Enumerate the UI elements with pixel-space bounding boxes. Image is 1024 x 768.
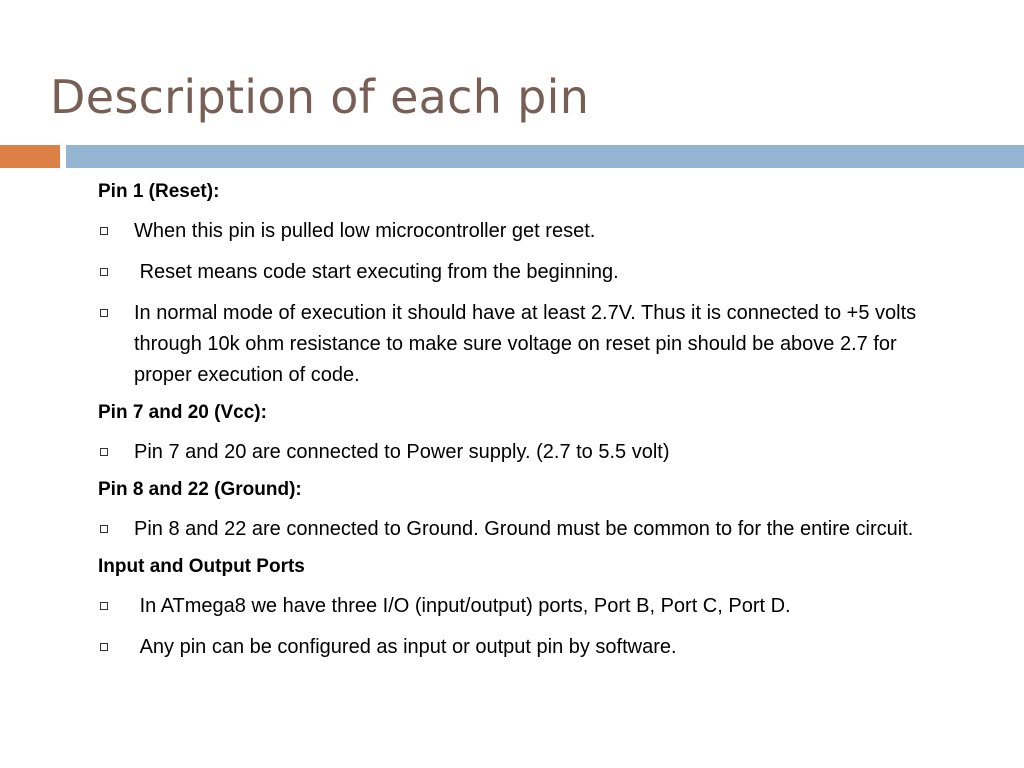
bullet-item (98, 591, 958, 622)
square-bullet-icon (100, 602, 108, 610)
bullet-item (98, 437, 958, 468)
section-heading-io-ports: Input and Output Ports (98, 556, 305, 577)
square-bullet-icon (100, 309, 108, 317)
accent-bar-blue (66, 145, 1024, 168)
bullet-item (98, 216, 958, 247)
bullet-text: Pin 8 and 22 are connected to Ground. Ground must be common to for the entire circuit. (134, 518, 914, 540)
bullet-item (98, 514, 958, 545)
accent-bar-orange (0, 145, 60, 168)
square-bullet-icon (100, 227, 108, 235)
bullet-text: When this pin is pulled low microcontroller get reset. (134, 220, 596, 242)
section-heading-ground: Pin 8 and 22 (Ground): (98, 479, 302, 500)
section-heading-vcc: Pin 7 and 20 (Vcc): (98, 402, 267, 423)
bullet-text: Reset means code start executing from the beginning. (134, 261, 619, 283)
bullet-item (98, 298, 958, 391)
slide-title: Description of each pin (50, 70, 590, 124)
section-heading-reset: Pin 1 (Reset): (98, 181, 220, 202)
square-bullet-icon (100, 525, 108, 533)
square-bullet-icon (100, 268, 108, 276)
bullet-item (98, 257, 958, 288)
bullet-item (98, 632, 958, 663)
square-bullet-icon (100, 448, 108, 456)
square-bullet-icon (100, 643, 108, 651)
slide-content (98, 176, 958, 673)
bullet-text: In ATmega8 we have three I/O (input/output) ports, Port B, Port C, Port D. (134, 595, 791, 617)
bullet-text: In normal mode of execution it should have at least 2.7V. Thus it is connected to +5 volts through 10k ohm resistance to make sure voltage on reset pin should be above 2.7 for proper execution of code. (134, 302, 917, 386)
bullet-text: Pin 7 and 20 are connected to Power supply. (2.7 to 5.5 volt) (134, 441, 670, 463)
bullet-text: Any pin can be configured as input or output pin by software. (134, 636, 677, 658)
